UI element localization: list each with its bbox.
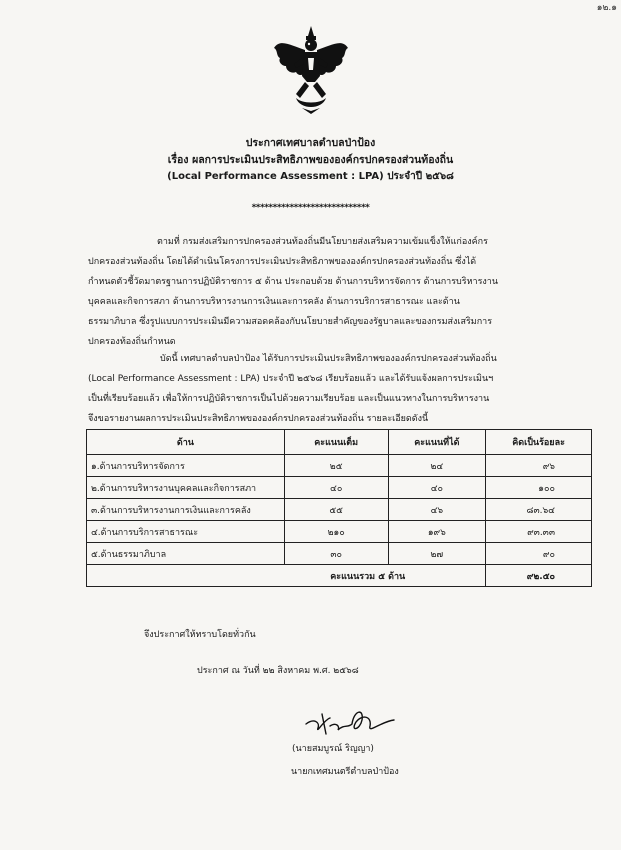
separator: **************************** [251,203,370,213]
table-total-row [87,565,592,587]
cell-percent: ๑๐๐ [486,477,592,499]
table-row [87,543,592,565]
para1-line: กำหนดตัวชี้วัดมาตรฐานการปฏิบัติราชการ ๕ ด้าน ประกอบด้วย ด้านการบริหารจัดการ ด้านการบริหารงาน [88,277,499,287]
total-label: คะแนนรวม ๕ ด้าน [87,565,486,587]
page-corner-mark: ๑๒.๑ [596,3,617,13]
cell-score: ๒๗ [388,543,486,565]
announcement-org: ประกาศเทศบาลตำบลป่าป้อง [245,137,376,149]
para2-line: (Local Performance Assessment : LPA) ประจำปี ๒๕๖๘ เรียบร้อยแล้ว และได้รับแจ้งผลการประเมินฯ [88,374,494,384]
cell-full-score: ๓๐ [284,543,388,565]
para2-line: เป็นที่เรียบร้อยแล้ว เพื่อให้การปฏิบัติราชการเป็นไปด้วยความเรียบร้อย และเป็นแนวทางในการบริหารงาน [88,394,490,404]
para1-line: บุคคลและกิจการสภา ด้านการบริหารงานการเงินและการคลัง ด้านการบริการสาธารณะ และด้าน [88,297,460,307]
announcement-subject: เรื่อง ผลการประเมินประสิทธิภาพขององค์กรปกครองส่วนท้องถิ่น [167,154,454,166]
para2-line: บัดนี้ เทศบาลตำบลป่าป้อง ได้รับการประเมินประสิทธิภาพขององค์กรปกครองส่วนท้องถิ่น [160,354,497,364]
garuda-emblem-icon [272,24,350,116]
cell-percent: ๙๐ [486,543,592,565]
cell-percent: ๙๓.๓๓ [486,521,592,543]
cell-aspect: ๑.ด้านการบริหารจัดการ [87,455,285,477]
paragraph-1 [88,232,585,352]
col-header-percent: คิดเป็นร้อยละ [486,430,592,455]
para1-line: ตามที่ กรมส่งเสริมการปกครองส่วนท้องถิ่นมีนโยบายส่งเสริมความเข้มแข็งให้แก่องค์กร [157,237,488,247]
cell-full-score: ๕๕ [284,499,388,521]
cell-aspect: ๒.ด้านการบริหารงานบุคคลและกิจการสภา [87,477,285,499]
cell-full-score: ๒๑๐ [284,521,388,543]
announcement-date: ประกาศ ณ วันที่ ๒๒ สิงหาคม พ.ศ. ๒๕๖๘ [197,666,359,676]
table-row [87,455,592,477]
signer-position: นายกเทศมนตรีตำบลป่าป้อง [291,767,399,777]
announcement-subtitle: (Local Performance Assessment : LPA) ประจำปี ๒๕๖๘ [167,171,454,182]
table-row [87,477,592,499]
assessment-table [86,429,592,587]
cell-score: ๔๐ [388,477,486,499]
closing-statement: จึงประกาศให้ทราบโดยทั่วกัน [144,630,256,640]
cell-aspect: ๔.ด้านการบริการสาธารณะ [87,521,285,543]
col-header-score: คะแนนที่ได้ [388,430,486,455]
col-header-full-score: คะแนนเต็ม [284,430,388,455]
para1-line: ปกครองท้องถิ่นกำหนด [88,337,176,347]
cell-full-score: ๔๐ [284,477,388,499]
cell-score: ๑๙๖ [388,521,486,543]
cell-score: ๔๖ [388,499,486,521]
cell-score: ๒๔ [388,455,486,477]
cell-aspect: ๓.ด้านการบริหารงานการเงินและการคลัง [87,499,285,521]
table-row [87,521,592,543]
cell-aspect: ๕.ด้านธรรมาภิบาล [87,543,285,565]
para1-line: ปกครองส่วนท้องถิ่น โดยได้ดำเนินโครงการประเมินประสิทธิภาพขององค์กรปกครองส่วนท้องถิ่น ซึ่งได้ [88,257,477,267]
cell-percent: ๘๓.๖๔ [486,499,592,521]
para1-line: ธรรมาภิบาล ซึ่งรูปแบบการประเมินมีความสอดคล้องกับนโยบายสำคัญของรัฐบาลและของกรมส่งเสริมการ [88,317,493,327]
cell-percent: ๙๖ [486,455,592,477]
para2-line: จึงขอรายงานผลการประเมินประสิทธิภาพขององค์กรปกครองส่วนท้องถิ่น รายละเอียดดังนี้ [88,414,429,424]
total-value: ๙๒.๕๐ [486,565,592,587]
signature-image [300,700,400,740]
signer-name: (นายสมบูรณ์ ริญญา) [292,744,374,754]
table-row [87,499,592,521]
table-header-row [87,430,592,455]
paragraph-2 [88,349,585,429]
cell-full-score: ๒๕ [284,455,388,477]
col-header-aspect: ด้าน [87,430,285,455]
